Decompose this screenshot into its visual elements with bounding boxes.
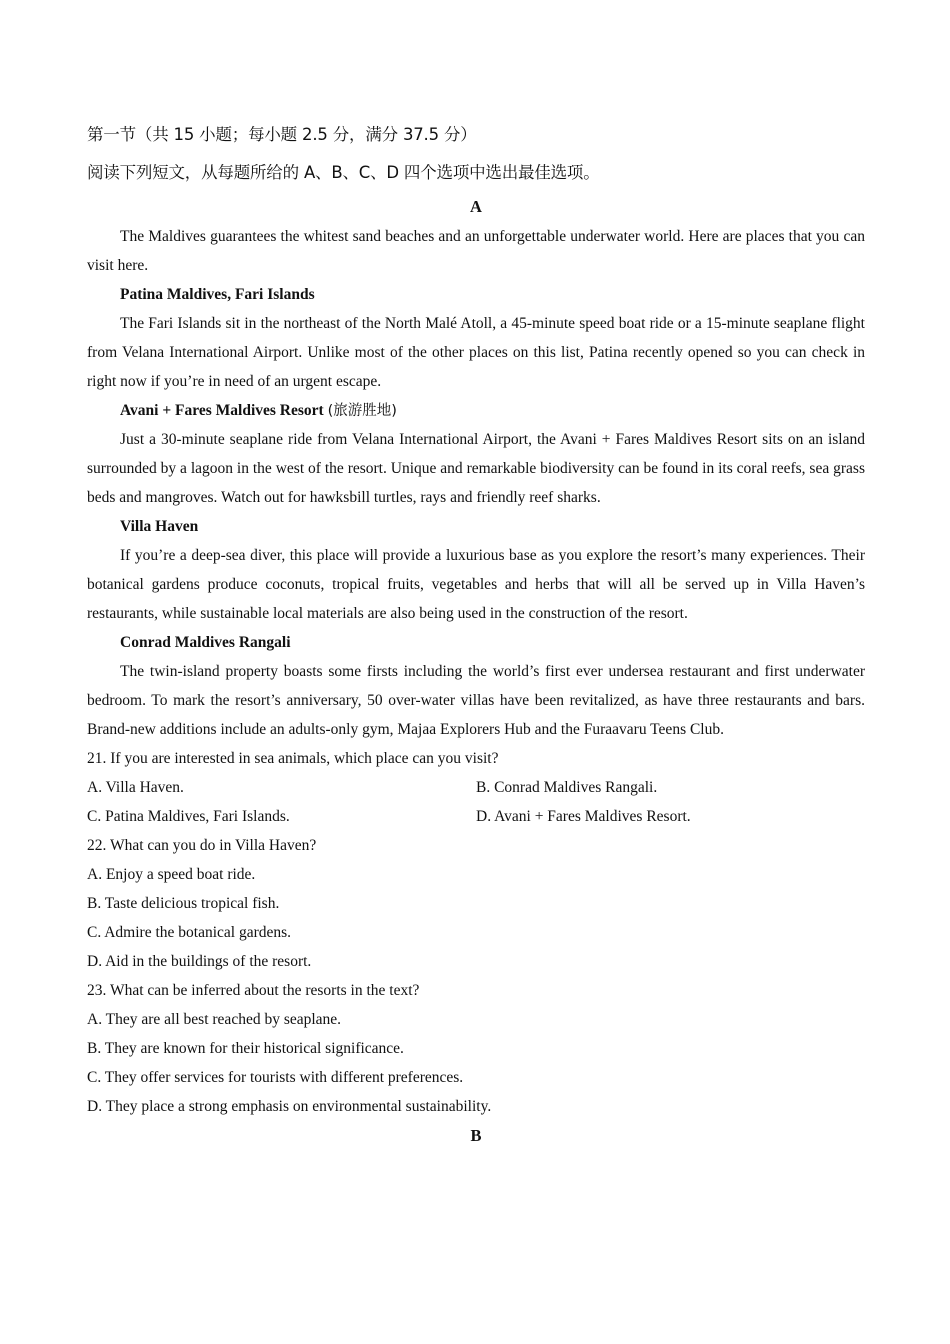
section-heading: 第一节（共 15 小题；每小题 2.5 分，满分 37.5 分） xyxy=(87,125,477,144)
place-title-text: Villa Haven xyxy=(120,518,199,535)
question-23-option-b: B. They are known for their historical significance. xyxy=(87,1040,404,1057)
passage-a-label: A xyxy=(470,197,482,216)
question-21-option-b: B. Conrad Maldives Rangali. xyxy=(476,779,658,796)
question-22-stem: 22. What can you do in Villa Haven? xyxy=(87,837,317,854)
place-title-text: Avani + Fares Maldives Resort xyxy=(120,402,328,419)
question-23-option-a: A. They are all best reached by seaplane. xyxy=(87,1011,342,1028)
question-21-option-a: A. Villa Haven. xyxy=(87,779,184,796)
place-title-conrad xyxy=(87,628,865,657)
exam-page xyxy=(87,116,865,1151)
question-23-option-d: D. They place a strong emphasis on environmental sustainability. xyxy=(87,1098,492,1115)
question-21-option-d: D. Avani + Fares Maldives Resort. xyxy=(476,808,691,825)
question-21-option-c: C. Patina Maldives, Fari Islands. xyxy=(87,808,290,825)
place-title-avani xyxy=(87,396,865,425)
place-title-text: Conrad Maldives Rangali xyxy=(120,634,291,651)
question-22-option-d: D. Aid in the buildings of the resort. xyxy=(87,953,312,970)
question-22-option-a: A. Enjoy a speed boat ride. xyxy=(87,866,256,883)
passage-b-label: B xyxy=(470,1126,482,1145)
place-title-patina xyxy=(87,280,865,309)
question-22-option-c: C. Admire the botanical gardens. xyxy=(87,924,292,941)
question-21-stem: 21. If you are interested in sea animals, which place can you visit? xyxy=(87,750,499,767)
place-body-patina: The Fari Islands sit in the northeast of the North Malé Atoll, a 45-minute speed boat ride or a 15-minute seaplane flight from Velana International Airport. Unlike most of the other places on this list, Patina recently opened so you can check in right now if you’re in need of an urgent escape. xyxy=(87,315,865,390)
place-title-text: Patina Maldives, Fari Islands xyxy=(120,286,315,303)
place-title-note: (旅游胜地) xyxy=(327,403,397,419)
passage-intro: The Maldives guarantees the whitest sand beaches and an unforgettable underwater world. Here are places that you can visit here. xyxy=(87,228,865,274)
question-22-option-b: B. Taste delicious tropical fish. xyxy=(87,895,280,912)
section-instruction: 阅读下列短文，从每题所给的 A、B、C、D 四个选项中选出最佳选项。 xyxy=(87,163,600,182)
question-21-options-row-1 xyxy=(87,773,865,802)
question-23-option-c: C. They offer services for tourists with different preferences. xyxy=(87,1069,464,1086)
place-body-conrad: The twin-island property boasts some firsts including the world’s first ever undersea restaurant and first underwater bedroom. To mark the resort’s anniversary, 50 over-water villas have been revitalized, as have three restaurants and bars. Brand-new additions include an adults-only gym, Majaa Explorers Hub and the Furaavaru Teens Club. xyxy=(87,663,865,738)
question-21-options-row-2 xyxy=(87,802,865,831)
place-body-villa-haven: If you’re a deep-sea diver, this place will provide a luxurious base as you explore the resort’s many experiences. Their botanical gardens produce coconuts, tropical fruits, vegetables and herbs that will all be served up in Villa Haven’s restaurants, while sustainable local materials are also being used in the construction of the resort. xyxy=(87,547,865,622)
question-23-stem: 23. What can be inferred about the resorts in the text? xyxy=(87,982,420,999)
place-title-villa-haven xyxy=(87,512,865,541)
place-body-avani: Just a 30-minute seaplane ride from Velana International Airport, the Avani + Fares Maldives Resort sits on an island surrounded by a lagoon in the west of the resort. Unique and remarkable biodiversity can be found in its coral reefs, sea grass beds and mangroves. Watch out for hawksbill turtles, rays and friendly reef sharks. xyxy=(87,431,865,506)
